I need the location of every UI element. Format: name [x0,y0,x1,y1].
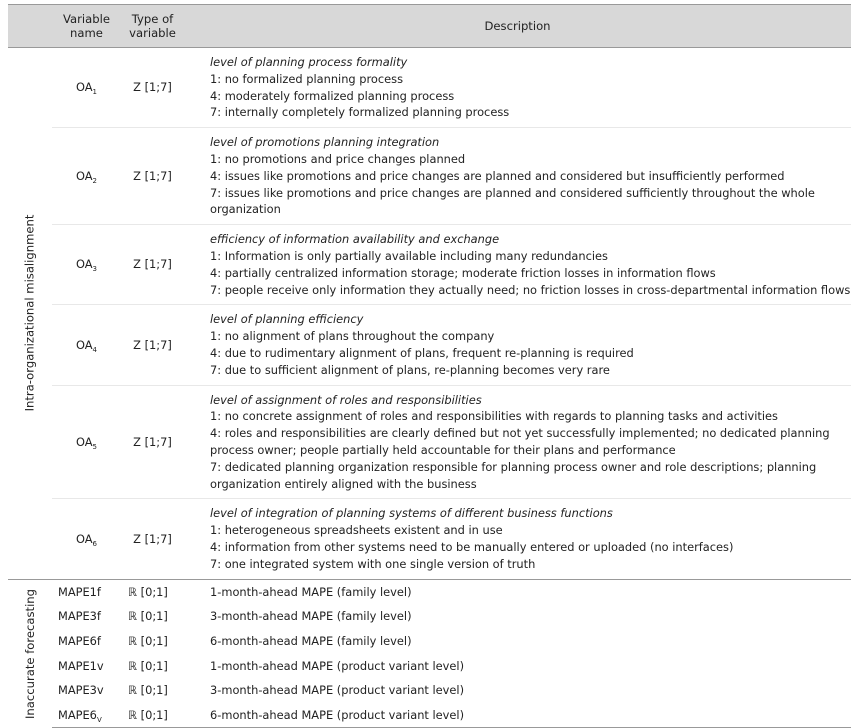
description-title: level of planning efficiency [210,312,364,327]
variable-description: 6-month-ahead MAPE (product variant level) [184,702,851,727]
description-line: 4: information from other systems need to be manually entered or uploaded (no interfaces) [210,539,734,554]
description-title: efficiency of information availability and exchange [210,232,500,247]
table-row [8,629,851,654]
variable-description [184,385,851,499]
variable-name: MAPE6f [58,634,101,648]
description-line: 1: no promotions and price changes planned [210,151,466,166]
variable-name-cell [52,305,121,385]
description-line: 7: internally completely formalized planning process [210,105,510,120]
description-line: 7: dedicated planning organization responsible for planning process owner and role descriptions; planning organization entirely aligned with the business [210,459,817,491]
variable-description [184,128,851,225]
variable-type: Z [1;7] [133,80,172,95]
variable-subscript: V [96,715,102,724]
variable-description: 1-month-ahead MAPE (product variant level) [210,658,465,673]
header-variable-name [52,5,121,48]
header-type-line2: variable [129,26,176,40]
description-line: 4: issues like promotions and price changes are planned and considered but insufficiently performed [210,168,785,183]
variable-type: Z [1;7] [121,385,184,499]
variable-name-cell [52,604,121,629]
variable-type: ℝ [0;1] [128,683,168,698]
variable-name: OA [75,80,93,95]
variable-subscript: 2 [92,176,98,185]
variable-name: MAPE3f [58,609,101,624]
variable-type: ℝ [0;1] [128,609,168,624]
variable-name-cell [52,499,121,579]
description-title: level of planning process formality [210,55,408,69]
variable-description [184,48,851,128]
description-line: 1: no formalized planning process [210,71,404,86]
table-row [8,579,851,604]
variable-type: ℝ [0;1] [121,579,184,604]
description-line: 1: heterogeneous spreadsheets existent and in use [210,523,503,538]
description-line: 4: partially centralized information storage; moderate friction losses in information flows [210,265,716,280]
variable-name-cell [52,678,121,703]
variable-subscript: 4 [92,345,98,354]
description-line: 4: due to rudimentary alignment of plans, frequent re-planning is required [210,345,634,360]
variable-name-cell [52,128,121,225]
variable-name-cell [52,48,121,128]
header-type [121,5,184,48]
variable-subscript: 3 [92,265,98,274]
variable-name-cell [52,702,121,727]
group-cell-misalignment [8,48,52,580]
variable-name-cell [52,629,121,654]
description-line: 7: issues like promotions and price changes are planned and considered sufficiently throughout the whole organization [210,185,815,217]
variable-name: MAPE3v [58,683,104,698]
variable-description: 6-month-ahead MAPE (family level) [210,634,412,648]
variable-type: ℝ [0;1] [128,634,168,648]
description-line: 1: no alignment of plans throughout the company [210,329,495,344]
variable-name-cell [52,385,121,499]
description-title: level of integration of planning systems of different business functions [210,506,613,521]
variable-description [184,305,851,385]
header-variable-name-line2: name [70,26,103,40]
description-line: 1: no concrete assignment of roles and responsibilities with regards to planning tasks and activities [210,409,778,424]
description-line: 7: one integrated system with one single version of truth [210,556,536,571]
header-group-col [8,5,52,48]
table-row [8,499,851,579]
variable-name: OA [75,337,93,352]
variable-name: OA [75,531,93,546]
description-line: 4: moderately formalized planning process [210,88,455,103]
header-type-line1: Type of [131,12,174,26]
variable-type: Z [1;7] [121,305,184,385]
description-line: 7: due to sufficient alignment of plans, re-planning becomes very rare [210,362,610,377]
variable-type: ℝ [0;1] [128,658,168,673]
table-row [8,678,851,703]
table-row [8,305,851,385]
variable-subscript: 6 [92,539,98,548]
variable-name-cell [52,225,121,305]
variable-subscript: 1 [92,88,98,97]
description-line: 1: Information is only partially available including many redundancies [210,248,608,263]
variable-name: MAPE1v [58,658,104,673]
variable-description: 3-month-ahead MAPE (product variant level) [210,683,465,698]
variable-description: 3-month-ahead MAPE (family level) [210,609,412,624]
table-row [8,225,851,305]
variable-name: OA [75,434,93,449]
description-line: 7: people receive only information they actually need; no friction losses in cross-departmental information flows [210,282,851,297]
variable-name-cell [52,653,121,678]
variable-name: MAPE6 [58,707,97,722]
group-label-misalignment: Intra-organizational misalignment [22,214,37,412]
table-row [8,604,851,629]
description-title: level of assignment of roles and responsibilities [210,392,482,407]
variables-table [8,4,851,728]
table-row [8,385,851,499]
variable-type: Z [1;7] [121,128,184,225]
description-line: 4: roles and responsibilities are clearly defined but not yet successfully implemented; no dedicated planning process owner; people partially held accountable for their plans and performance [210,426,830,457]
variable-type: ℝ [0;1] [121,702,184,727]
misalignment-group-body [8,48,851,580]
table-row [8,128,851,225]
variable-type: Z [1;7] [121,225,184,305]
variable-description: 1-month-ahead MAPE (family level) [184,579,851,604]
forecasting-group-body [8,579,851,728]
header-description: Description [184,5,851,48]
header-row [8,5,851,48]
variable-description [184,499,851,579]
group-label-forecasting: Inaccurate forecasting [23,588,37,719]
table-row [8,702,851,727]
variable-name: MAPE1f [58,584,101,599]
variable-description [184,225,851,305]
variable-name-cell [52,579,121,604]
table-row [8,48,851,128]
variable-subscript: 5 [92,442,98,451]
variable-name: OA [75,168,93,183]
description-title: level of promotions planning integration [210,135,440,150]
group-cell-forecasting [8,579,52,728]
variable-type: Z [1;7] [121,499,184,579]
variable-name: OA [75,257,93,272]
header-variable-name-line1: Variable [63,12,110,26]
table-row [8,653,851,678]
